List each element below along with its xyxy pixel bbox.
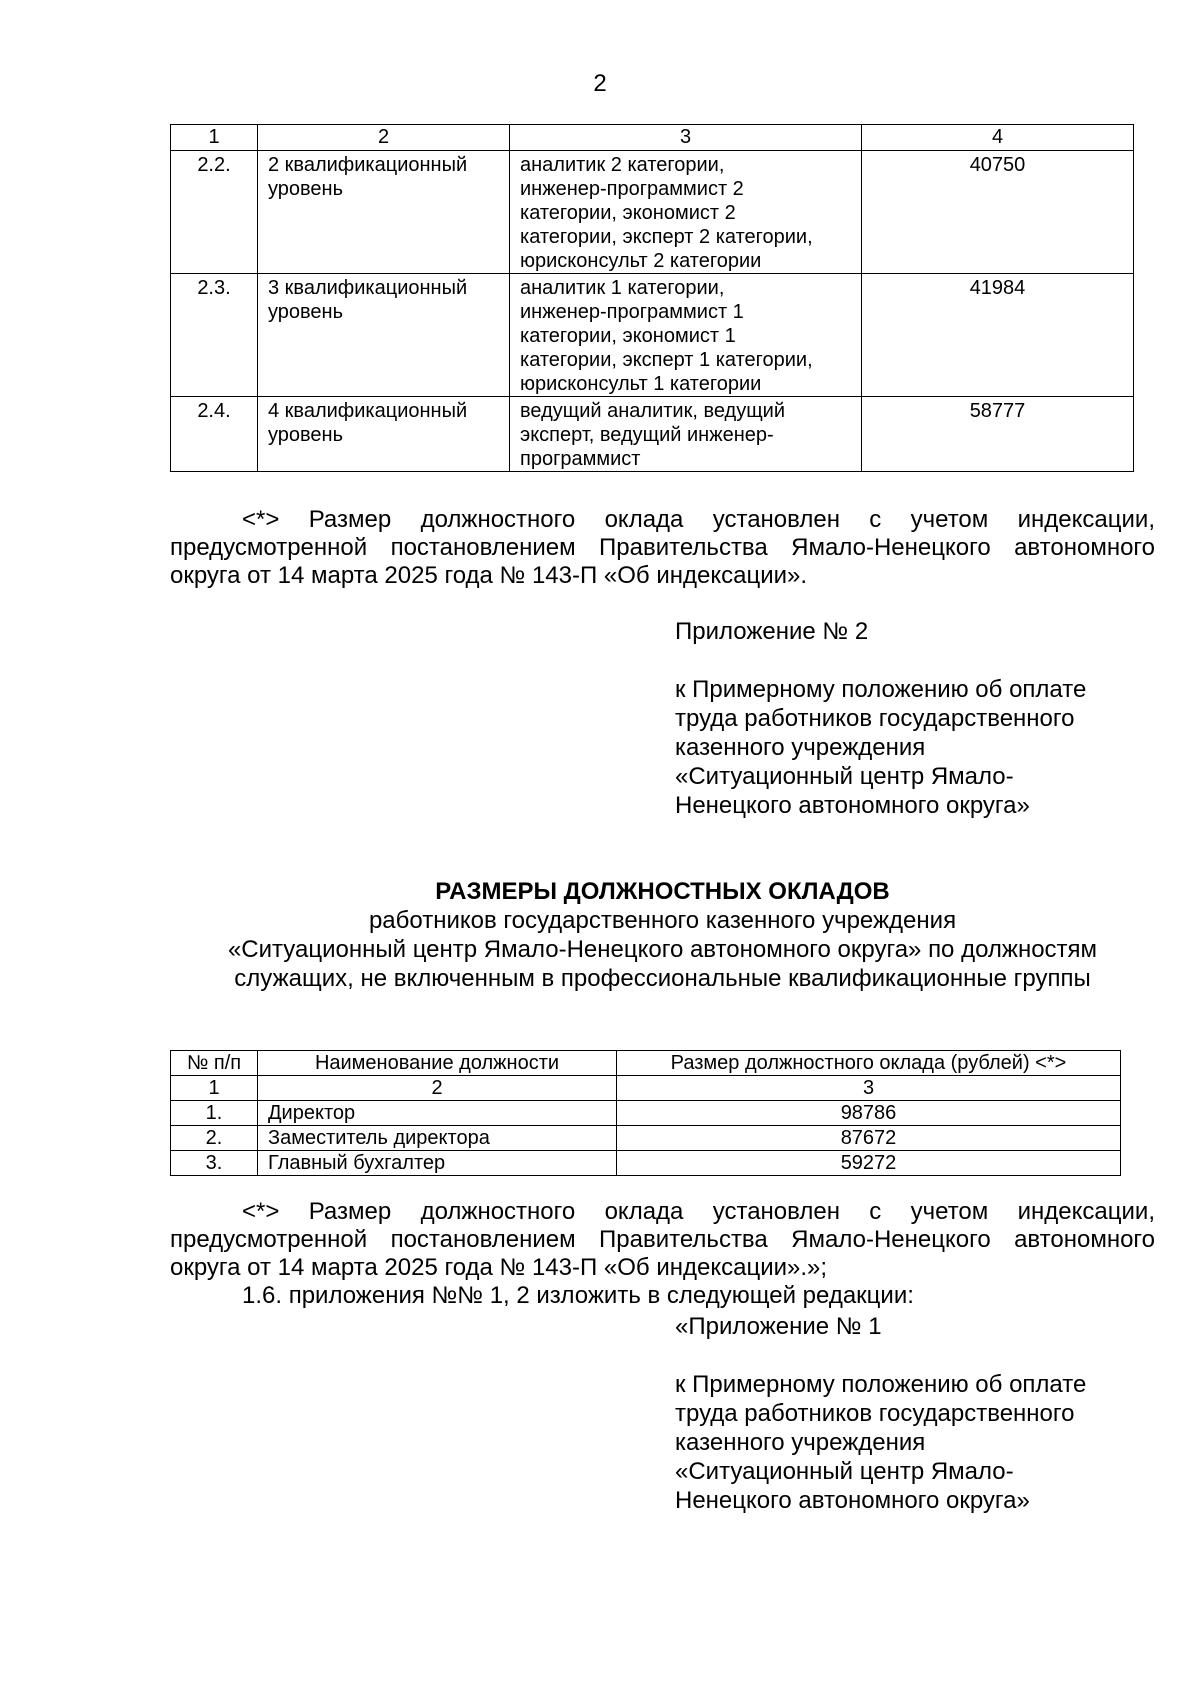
qualification-salary-table [170, 124, 1134, 472]
position-title: Заместитель директора [258, 1126, 617, 1151]
header-cell: № п/п [171, 1051, 258, 1076]
heading-line: «Ситуационный центр Ямало-Ненецкого автономного округа» по должностям [227, 936, 1098, 963]
appendix-line: «Ситуационный центр Ямало- [675, 763, 1014, 790]
qualification-level [258, 151, 510, 274]
positions [510, 151, 862, 274]
position-title: Директор [258, 1101, 617, 1126]
salary-value: 41984 [862, 274, 1134, 397]
salary-value: 98786 [617, 1101, 1121, 1126]
table-row [171, 397, 1134, 472]
row-number-text: 2.3. [197, 277, 231, 299]
table-index-row [171, 1076, 1121, 1101]
appendix-line: казенного учреждения [675, 1429, 926, 1456]
appendix-line: к Примерному положению об оплате [675, 676, 1087, 703]
table-row [171, 151, 1134, 274]
table-row [171, 1151, 1121, 1176]
position-line: инженер-программист 1 [520, 301, 744, 323]
salary-value: 87672 [617, 1126, 1121, 1151]
salary-value: 59272 [617, 1151, 1121, 1176]
index-cell: 2 [258, 1076, 617, 1101]
heading-title: РАЗМЕРЫ ДОЛЖНОСТНЫХ ОКЛАДОВ [435, 878, 890, 905]
position-line: программист [520, 448, 641, 470]
header-cell: Наименование должности [258, 1051, 617, 1076]
level-line: уровень [268, 301, 344, 323]
page-number: 2 [593, 70, 607, 97]
qualification-level [258, 274, 510, 397]
appendix-line: Ненецкого автономного округа» [675, 792, 1030, 819]
heading-line: служащих, не включенным в профессиональные квалификационные группы [234, 965, 1091, 992]
header-cell: 1 [171, 125, 258, 151]
row-number-text: 2.2. [197, 154, 231, 176]
amendment-clause: 1.6. приложения №№ 1, 2 изложить в следующей редакции: [242, 1282, 914, 1309]
salary-value: 40750 [862, 151, 1134, 274]
header-cell: Размер должностного оклада (рублей) <*> [617, 1051, 1121, 1076]
positions [510, 274, 862, 397]
position-line: категории, экономист 2 [520, 202, 736, 224]
appendix-line: к Примерному положению об оплате [675, 1371, 1087, 1398]
appendix-1-block [675, 1312, 1145, 1515]
row-number [171, 274, 258, 397]
appendix-line: «Ситуационный центр Ямало- [675, 1458, 1014, 1485]
appendix-2-block [675, 617, 1145, 820]
row-number: 1. [171, 1101, 258, 1126]
position-line: эксперт, ведущий инженер- [520, 424, 774, 446]
level-line: 3 квалификационный [268, 277, 468, 299]
header-cell: 3 [510, 125, 862, 151]
level-line: 2 квалификационный [268, 154, 468, 176]
level-line: 4 квалификационный [268, 400, 468, 422]
position-salary-table [170, 1050, 1121, 1176]
table-row [171, 1126, 1121, 1151]
appendix-line: Ненецкого автономного округа» [675, 1487, 1030, 1514]
position-line: категории, эксперт 2 категории, [520, 226, 813, 248]
appendix-line: труда работников государственного [675, 705, 1075, 732]
table-row [171, 1101, 1121, 1126]
position-line: аналитик 2 категории, [520, 154, 725, 176]
footnote-text: <*> Размер должностного оклада установлен с учетом индексации, предусмотренной постановлением Правительства Ямало-Ненецкого автономного округа от 14 марта 2025 года № 143-П «Об индексации».»; [170, 1198, 1155, 1281]
position-line: инженер-программист 2 [520, 178, 744, 200]
appendix-line: труда работников государственного [675, 1400, 1075, 1427]
level-line: уровень [268, 178, 344, 200]
footnote-text: <*> Размер должностного оклада установлен с учетом индексации, предусмотренной постановлением Правительства Ямало-Ненецкого автономного округа от 14 марта 2025 года № 143-П «Об индексации». [170, 506, 1155, 589]
indexation-footnote-2 [170, 1198, 1155, 1310]
appendix-title: Приложение № 2 [675, 618, 869, 645]
row-number-text: 2.4. [197, 400, 231, 422]
positions [510, 397, 862, 472]
position-title: Главный бухгалтер [258, 1151, 617, 1176]
index-cell: 1 [171, 1076, 258, 1101]
header-cell: 2 [258, 125, 510, 151]
table-header-row [171, 125, 1134, 151]
position-line: юрисконсульт 1 категории [520, 373, 762, 395]
qualification-level [258, 397, 510, 472]
salary-value: 58777 [862, 397, 1134, 472]
row-number: 3. [171, 1151, 258, 1176]
table-row [171, 274, 1134, 397]
indexation-footnote-1 [170, 506, 1155, 590]
index-cell: 3 [617, 1076, 1121, 1101]
position-line: категории, эксперт 1 категории, [520, 349, 813, 371]
salary-heading [170, 877, 1155, 993]
position-line: ведущий аналитик, ведущий [520, 400, 785, 422]
level-line: уровень [268, 424, 344, 446]
position-line: аналитик 1 категории, [520, 277, 725, 299]
heading-line: работников государственного казенного учреждения [368, 907, 957, 934]
appendix-line: казенного учреждения [675, 734, 926, 761]
position-line: категории, экономист 1 [520, 325, 736, 347]
row-number [171, 397, 258, 472]
appendix-title: «Приложение № 1 [675, 1313, 882, 1340]
row-number [171, 151, 258, 274]
header-cell: 4 [862, 125, 1134, 151]
position-line: юрисконсульт 2 категории [520, 250, 762, 272]
row-number: 2. [171, 1126, 258, 1151]
table-header-row [171, 1051, 1121, 1076]
